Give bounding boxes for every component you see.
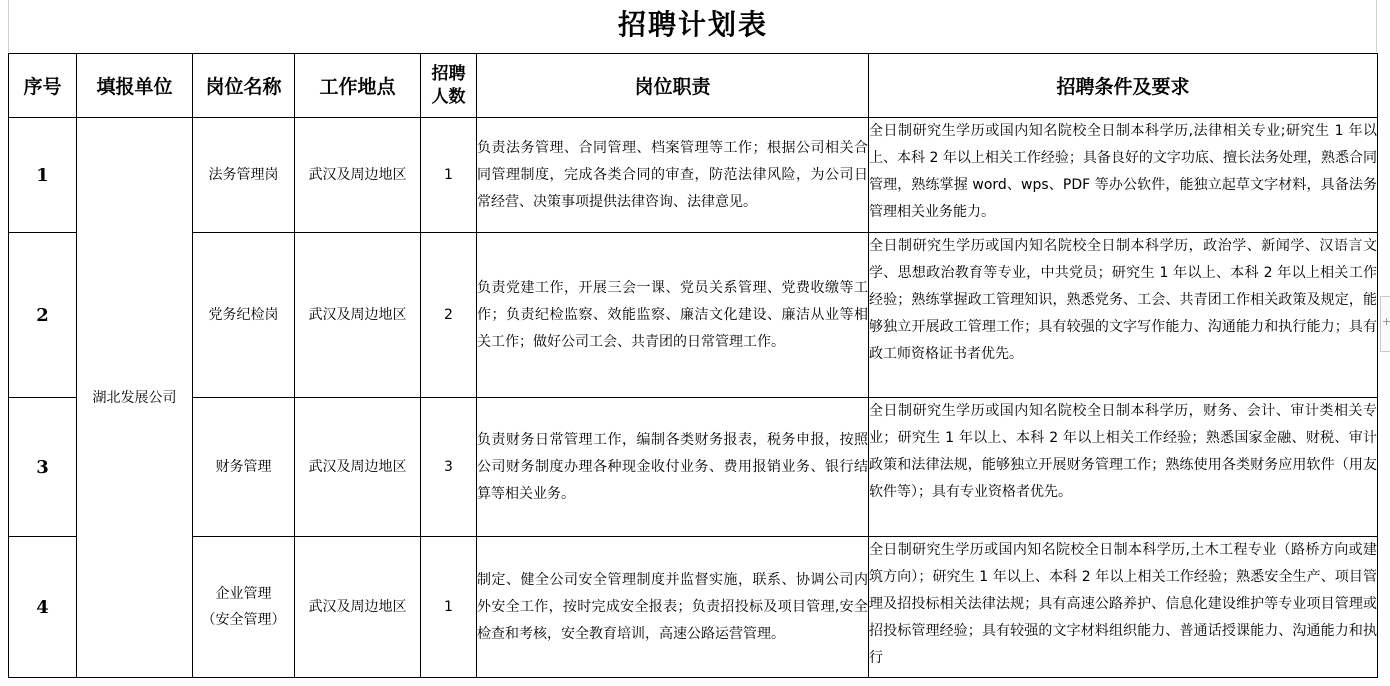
sheet-gridline [1376,0,1377,52]
col-header-headcount [421,54,477,118]
duty-cell: 负责财务日常管理工作，编制各类财务报表，税务申报，按照公司财务制度办理各种现金收付业务、费用报销业务、银行结算等相关业务。 [477,398,869,537]
position-cell: 法务管理岗 [193,118,295,233]
headcount-cell: 3 [421,398,477,537]
col-header-headcount-line2: 人数 [431,86,466,107]
headcount-cell: 1 [421,118,477,233]
table-row [9,398,1378,537]
position-line2: （安全管理） [201,612,286,628]
position-cell: 财务管理 [193,398,295,537]
position-cell: 党务纪检岗 [193,233,295,398]
headcount-cell: 1 [421,537,477,678]
duty-cell: 负责法务管理、合同管理、档案管理等工作；根据公司相关合同管理制度，完成各类合同的审查，防范法律风险，为公司日常经营、决策事项提供法律咨询、法律意见。 [477,118,869,233]
col-header-position: 岗位名称 [193,54,295,118]
col-header-seq: 序号 [9,54,77,118]
col-header-headcount-line1: 招聘 [431,63,466,84]
table-row [9,537,1378,678]
requirement-cell: 全日制研究生学历或国内知名院校全日制本科学历,土木工程专业（路桥方向或建筑方向）；研究生 1 年以上、本科 2 年以上相关工作经验；熟悉安全生产、项目管理及招投标相关法律法规；具有高速公路养护、信息化建设维护等专业项目管理或招投标管理经验；具有较强的文字材料组织能力、普通话授课能力、沟通能力和执行 [869,537,1378,678]
duty-cell: 负责党建工作，开展三会一课、党员关系管理、党费收缴等工作；负责纪检监察、效能监察、廉洁文化建设、廉洁从业等相关工作；做好公司工会、共青团的日常管理工作。 [477,233,869,398]
seq-cell: 1 [9,118,77,233]
location-cell: 武汉及周边地区 [295,398,421,537]
requirement-cell: 全日制研究生学历或国内知名院校全日制本科学历，政治学、新闻学、汉语言文学、思想政治教育等专业，中共党员；研究生 1 年以上、本科 2 年以上相关工作经验；熟练掌握政工管理知识，熟悉党务、工会、共青团工作相关政策及规定，能够独立开展政工管理工作；具有较强的文字写作能力、沟通能力和执行能力；具有政工师资格证书者优先。 [869,233,1378,398]
seq-cell: 2 [9,233,77,398]
unit-cell: 湖北发展公司 [77,118,193,678]
table-header-row [9,54,1378,118]
position-cell [193,537,295,678]
requirement-cell: 全日制研究生学历或国内知名院校全日制本科学历,法律相关专业;研究生 1 年以上、本科 2 年以上相关工作经验；具备良好的文字功底、擅长法务处理，熟悉合同管理，熟练掌握 word、wps、PDF 等办公软件，能独立起草文字材料，具备法务管理相关业务能力。 [869,118,1378,233]
location-cell: 武汉及周边地区 [295,537,421,678]
table-row [9,233,1378,398]
page-title: 招聘计划表 [617,8,768,41]
requirement-cell: 全日制研究生学历或国内知名院校全日制本科学历，财务、会计、审计类相关专业；研究生 1 年以上、本科 2 年以上相关工作经验；熟悉国家金融、财税、审计政策和法律法规，能够独立开展财务管理工作；熟练使用各类财务应用软件（用友软件等）；具有专业资格者优先。 [869,398,1378,537]
headcount-cell: 2 [421,233,477,398]
side-expand-tab[interactable] [1380,296,1390,352]
plus-icon [1382,315,1390,329]
position-line1: 企业管理 [215,586,272,602]
seq-cell: 3 [9,398,77,537]
duty-cell: 制定、健全公司安全管理制度并监督实施，联系、协调公司内外安全工作，按时完成安全报表；负责招投标及项目管理,安全检查和考核，安全教育培训，高速公路运营管理。 [477,537,869,678]
col-header-duty: 岗位职责 [477,54,869,118]
table-row [9,118,1378,233]
location-cell: 武汉及周边地区 [295,233,421,398]
location-cell: 武汉及周边地区 [295,118,421,233]
recruitment-plan-table [8,53,1378,678]
seq-cell: 4 [9,537,77,678]
col-header-requirement: 招聘条件及要求 [869,54,1378,118]
col-header-unit: 填报单位 [77,54,193,118]
col-header-location: 工作地点 [295,54,421,118]
